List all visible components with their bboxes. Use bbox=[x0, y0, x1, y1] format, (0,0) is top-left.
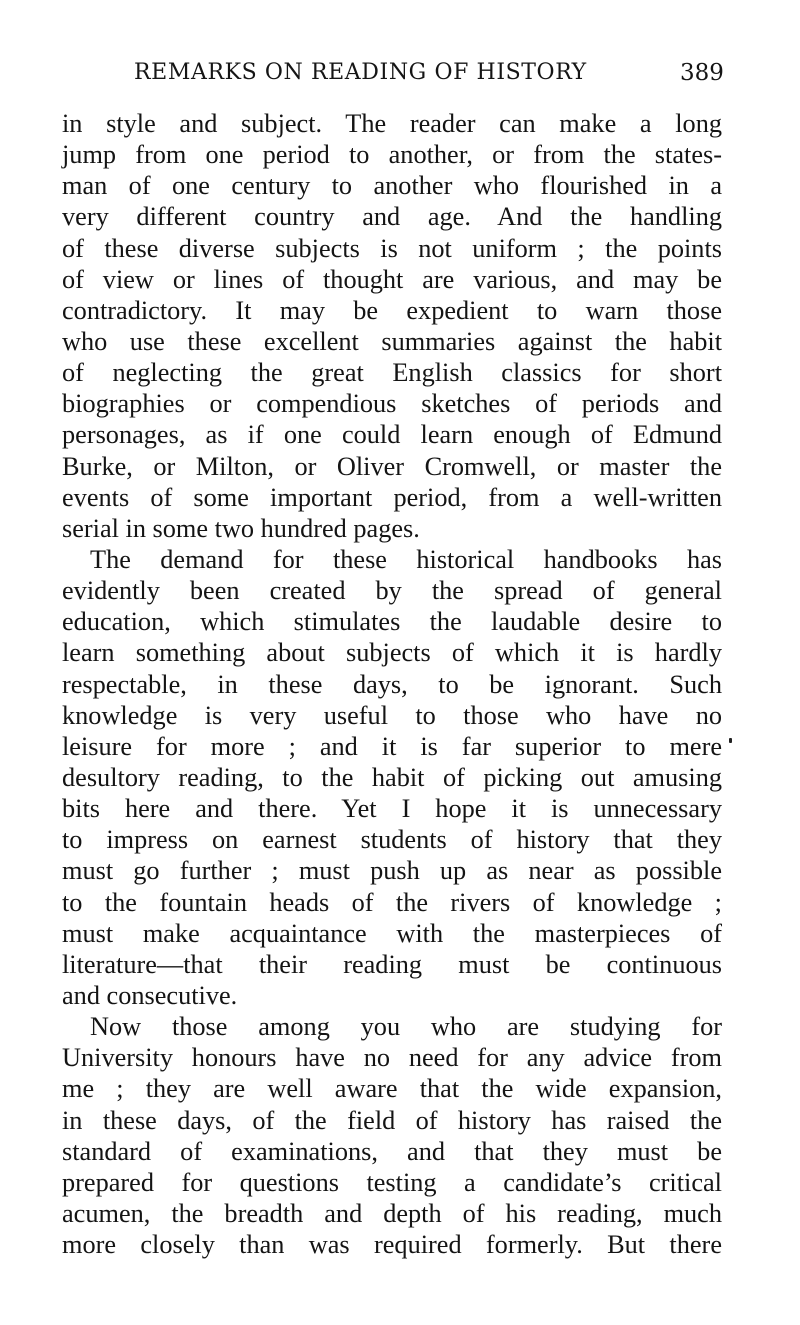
text-line: prepared for questions testing a candidate’s critical bbox=[62, 1167, 722, 1197]
text-line: learn something about subjects of which it is hardly bbox=[62, 638, 722, 668]
text-line: events of some important period, from a well-written bbox=[62, 482, 722, 512]
text-line: bits here and there. Yet I hope it is unnecessary bbox=[62, 794, 722, 824]
text-line: education, which stimulates the laudable desire to bbox=[62, 607, 722, 637]
text-line: to the fountain heads of the rivers of knowledge ; bbox=[62, 887, 722, 917]
text-line: desultory reading, to the habit of picking out amusing bbox=[62, 762, 722, 792]
text-line: respectable, in these days, to be ignorant. Such bbox=[62, 669, 722, 699]
text-line: me ; they are well aware that the wide expansion, bbox=[62, 1074, 722, 1104]
paragraph-start-line: Now those among you who are studying for bbox=[90, 1012, 722, 1042]
text-line: in these days, of the field of history has raised the bbox=[62, 1105, 722, 1135]
text-line: literature—that their reading must be continuous bbox=[62, 949, 722, 979]
text-line: biographies or compendious sketches of periods and bbox=[62, 389, 722, 419]
margin-mark bbox=[729, 738, 732, 743]
text-line: who use these excellent summaries against the habit bbox=[62, 326, 722, 356]
paragraph-end-line: and consecutive. bbox=[62, 980, 238, 1010]
text-line: of neglecting the great English classics for short bbox=[62, 358, 722, 388]
page-header bbox=[0, 58, 800, 92]
text-line: leisure for more ; and it is far superior to mere bbox=[62, 731, 722, 761]
text-line: Burke, or Milton, or Oliver Cromwell, or master the bbox=[62, 451, 722, 481]
text-line: of view or lines of thought are various, and may be bbox=[62, 264, 722, 294]
paragraph-start-line: The demand for these historical handbooks has bbox=[90, 544, 722, 574]
text-line: evidently been created by the spread of general bbox=[62, 576, 722, 606]
text-line: must go further ; must push up as near as possible bbox=[62, 856, 722, 886]
text-line: man of one century to another who flourished in a bbox=[62, 171, 722, 201]
text-line: of these diverse subjects is not uniform ; the points bbox=[62, 233, 722, 263]
text-line: knowledge is very useful to those who have no bbox=[62, 700, 722, 730]
text-line: contradictory. It may be expedient to warn those bbox=[62, 295, 722, 325]
text-line: to impress on earnest students of history that they bbox=[62, 825, 722, 855]
text-line: standard of examinations, and that they must be bbox=[62, 1136, 722, 1166]
text-line: University honours have no need for any advice from bbox=[62, 1043, 722, 1073]
paragraph-end-line: serial in some two hundred pages. bbox=[62, 513, 420, 543]
body-text bbox=[62, 108, 722, 1260]
text-line: in style and subject. The reader can make a long bbox=[62, 109, 722, 138]
text-line: very different country and age. And the handling bbox=[62, 202, 722, 232]
page-number: 389 bbox=[680, 60, 724, 86]
text-line: jump from one period to another, or from the states- bbox=[62, 140, 722, 170]
text-line: more closely than was required formerly. But there bbox=[62, 1230, 722, 1260]
text-line: must make acquaintance with the masterpieces of bbox=[62, 918, 722, 948]
running-title: REMARKS ON READING OF HISTORY bbox=[134, 60, 587, 85]
text-line: acumen, the breadth and depth of his reading, much bbox=[62, 1198, 722, 1228]
text-line: personages, as if one could learn enough of Edmund bbox=[62, 420, 722, 450]
